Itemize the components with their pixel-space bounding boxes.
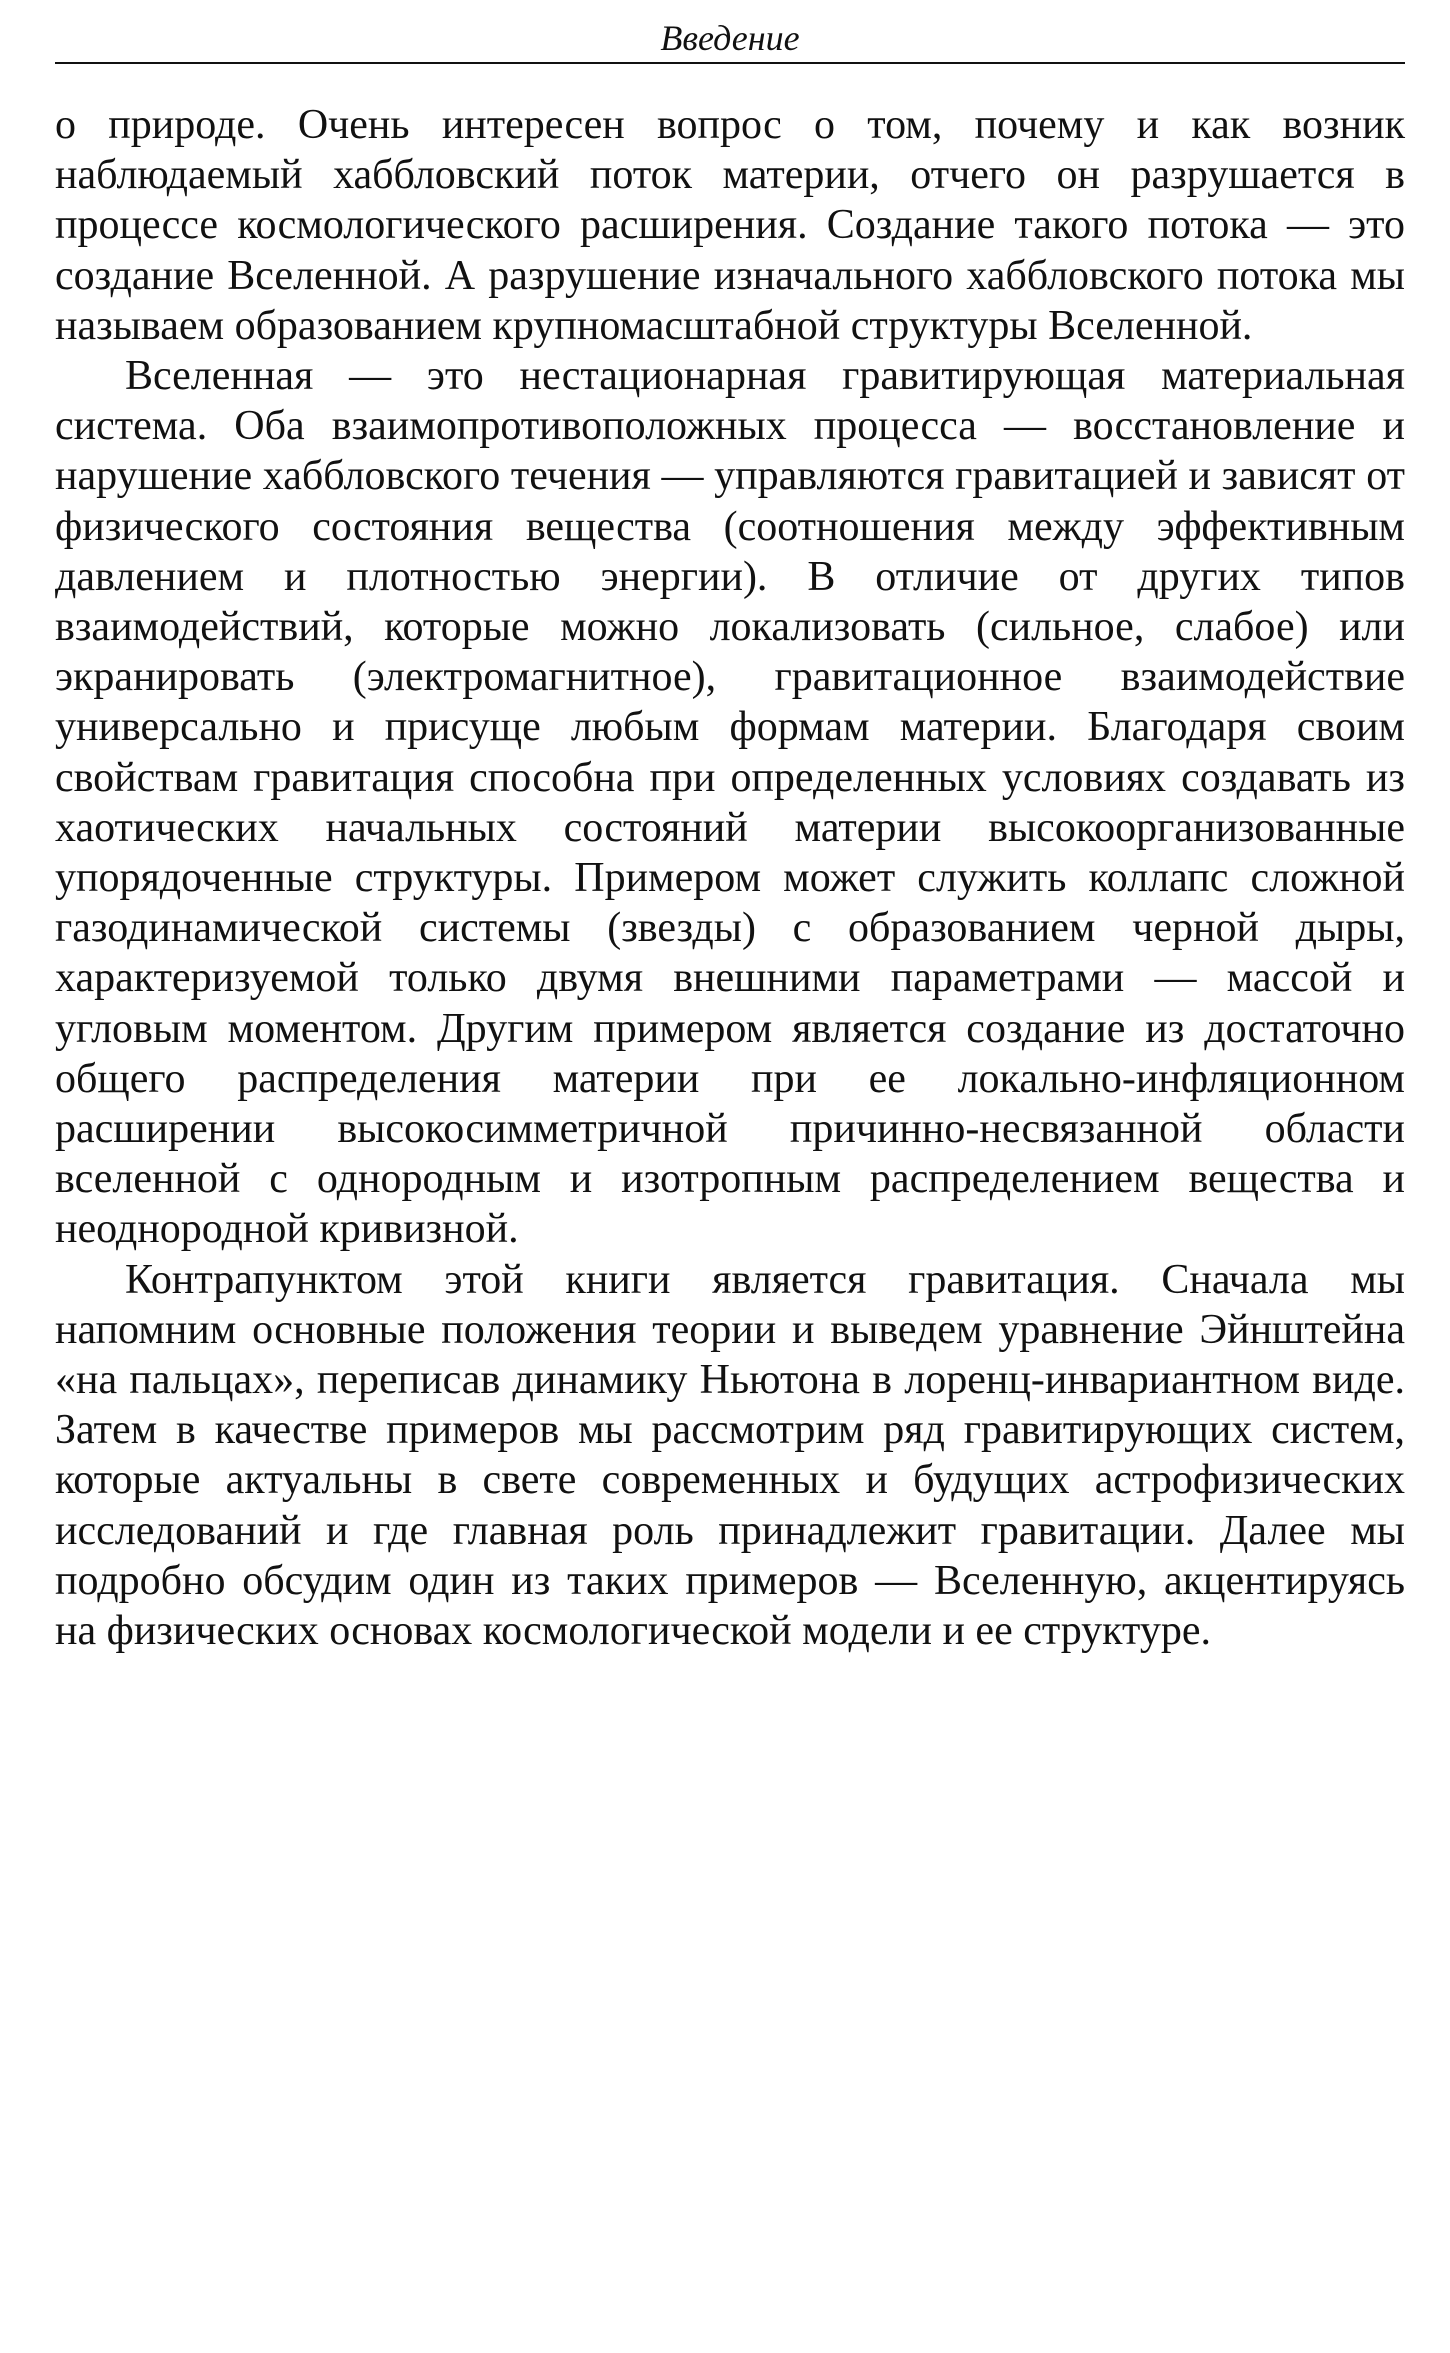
body-text [55,100,1405,1656]
running-title: Введение [660,18,800,58]
paragraph-1: о природе. Очень интересен вопрос о том, почему и как возник наблюдаемый хаббловский поток материи, отчего он разрушается в процессе космологического расширения. Создание такого потока — это создание Вселенной. А разрушение изначального хаббловского потока мы называем образованием крупномасштабной структуры Вселенной. [55,102,1405,349]
paragraph-2: Вселенная — это нестационарная гравитирующая материальная система. Оба взаимопротивоположных процесса — восстановление и нарушение хаббловского течения — управляются гравитацией и зависят от физического состояния вещества (соотношения между эффективным давлением и плотностью энергии). В отличие от других типов взаимодействий, которые можно локализовать (сильное, слабое) или экранировать (электромагнитное), гравитационное взаимодействие универсально и присуще любым формам материи. Благодаря своим свойствам гравитация способна при определенных условиях создавать из хаотических начальных состояний материи высокоорганизованные упорядоченные структуры. Примером может служить коллапс сложной газодинамической системы (звезды) с образованием черной дыры, характеризуемой только двумя внешними параметрами — массой и угловым моментом. Другим примером является создание из достаточно общего распределения материи при ее локально-инфляционном расширении высокосимметричной причинно-несвязанной области вселенной с однородным и изотропным распределением вещества и неоднородной кривизной. [55,353,1405,1253]
paragraph-3: Контрапунктом этой книги является гравитация. Сначала мы напомним основные положения теории и выведем уравнение Эйнштейна «на пальцах», переписав динамику Ньютона в лоренц-инвариантном виде. Затем в качестве примеров мы рассмотрим ряд гравитирующих систем, которые актуальны в свете современных и будущих астрофизических исследований и где главная роль принадлежит гравитации. Далее мы подробно обсудим один из таких примеров — Вселенную, акцентируясь на физических основах космологической модели и ее структуре. [55,1256,1405,1655]
running-header [55,14,1405,64]
